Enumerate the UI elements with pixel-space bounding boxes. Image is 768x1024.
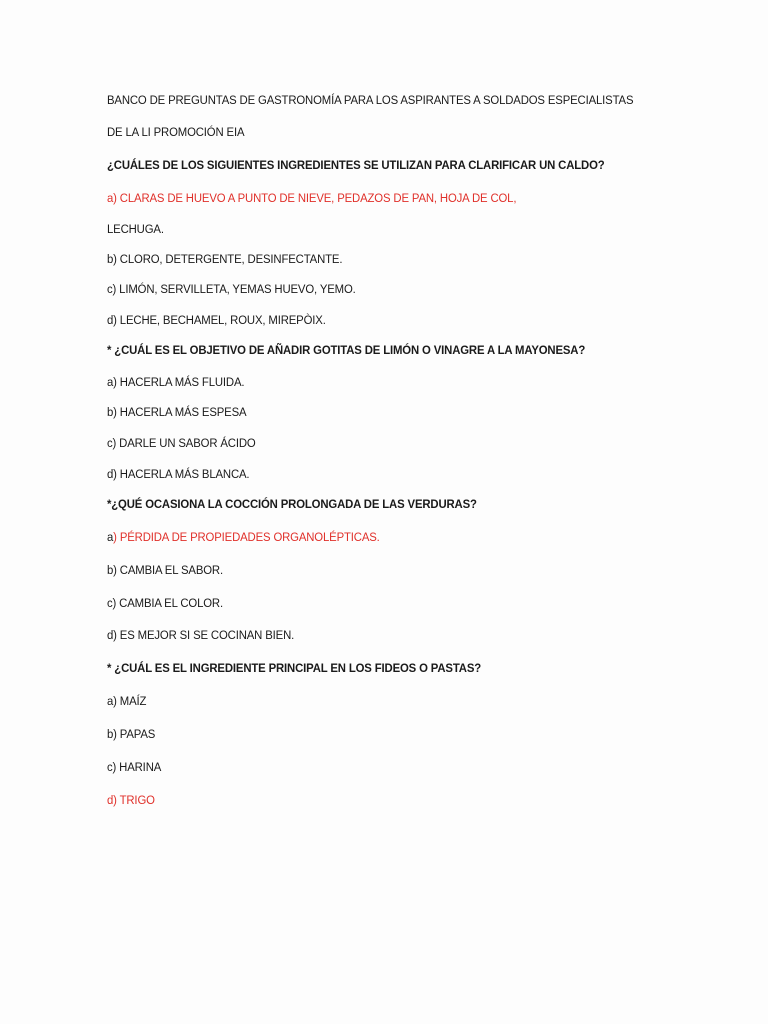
document-title-line-2: DE LA LI PROMOCIÓN EIA bbox=[107, 125, 245, 139]
question-1-option-b: b) CLORO, DETERGENTE, DESINFECTANTE. bbox=[107, 252, 343, 266]
option-prefix: a bbox=[107, 530, 114, 544]
question-1-option-c: c) LIMÓN, SERVILLETA, YEMAS HUEVO, YEMO. bbox=[107, 282, 356, 296]
question-1-option-d: d) LECHE, BECHAMEL, ROUX, MIREPÒIX. bbox=[107, 313, 326, 327]
question-2-option-b: b) HACERLA MÁS ESPESA bbox=[107, 405, 247, 419]
question-4-option-d-correct: d) TRIGO bbox=[107, 793, 155, 807]
question-4: * ¿CUÁL ES EL INGREDIENTE PRINCIPAL EN LOS FIDEOS O PASTAS? bbox=[107, 661, 482, 675]
question-3-option-b: b) CAMBIA EL SABOR. bbox=[107, 563, 223, 577]
question-1-option-a-correct: a) CLARAS DE HUEVO A PUNTO DE NIEVE, PEDAZOS DE PAN, HOJA DE COL, bbox=[107, 191, 517, 205]
question-3-option-a-correct bbox=[107, 529, 380, 545]
document-title-line-1: BANCO DE PREGUNTAS DE GASTRONOMÍA PARA LOS ASPIRANTES A SOLDADOS ESPECIALISTAS bbox=[107, 93, 634, 107]
option-answer-text: ) PÉRDIDA DE PROPIEDADES ORGANOLÉPTICAS. bbox=[113, 530, 380, 544]
question-1-option-a-continued: LECHUGA. bbox=[107, 222, 164, 236]
question-4-option-b: b) PAPAS bbox=[107, 727, 156, 741]
question-2: * ¿CUÁL ES EL OBJETIVO DE AÑADIR GOTITAS DE LIMÓN O VINAGRE A LA MAYONESA? bbox=[107, 343, 586, 357]
question-4-option-a: a) MAÍZ bbox=[107, 694, 147, 708]
question-1: ¿CUÁLES DE LOS SIGUIENTES INGREDIENTES SE UTILIZAN PARA CLARIFICAR UN CALDO? bbox=[107, 158, 605, 172]
question-2-option-a: a) HACERLA MÁS FLUIDA. bbox=[107, 375, 245, 389]
question-3: *¿QUÉ OCASIONA LA COCCIÓN PROLONGADA DE LAS VERDURAS? bbox=[107, 497, 477, 511]
question-2-option-d: d) HACERLA MÁS BLANCA. bbox=[107, 467, 250, 481]
question-3-option-c: c) CAMBIA EL COLOR. bbox=[107, 596, 223, 610]
question-4-option-c: c) HARINA bbox=[107, 760, 162, 774]
question-2-option-c: c) DARLE UN SABOR ÁCIDO bbox=[107, 436, 256, 450]
question-3-option-d: d) ES MEJOR SI SE COCINAN BIEN. bbox=[107, 628, 295, 642]
